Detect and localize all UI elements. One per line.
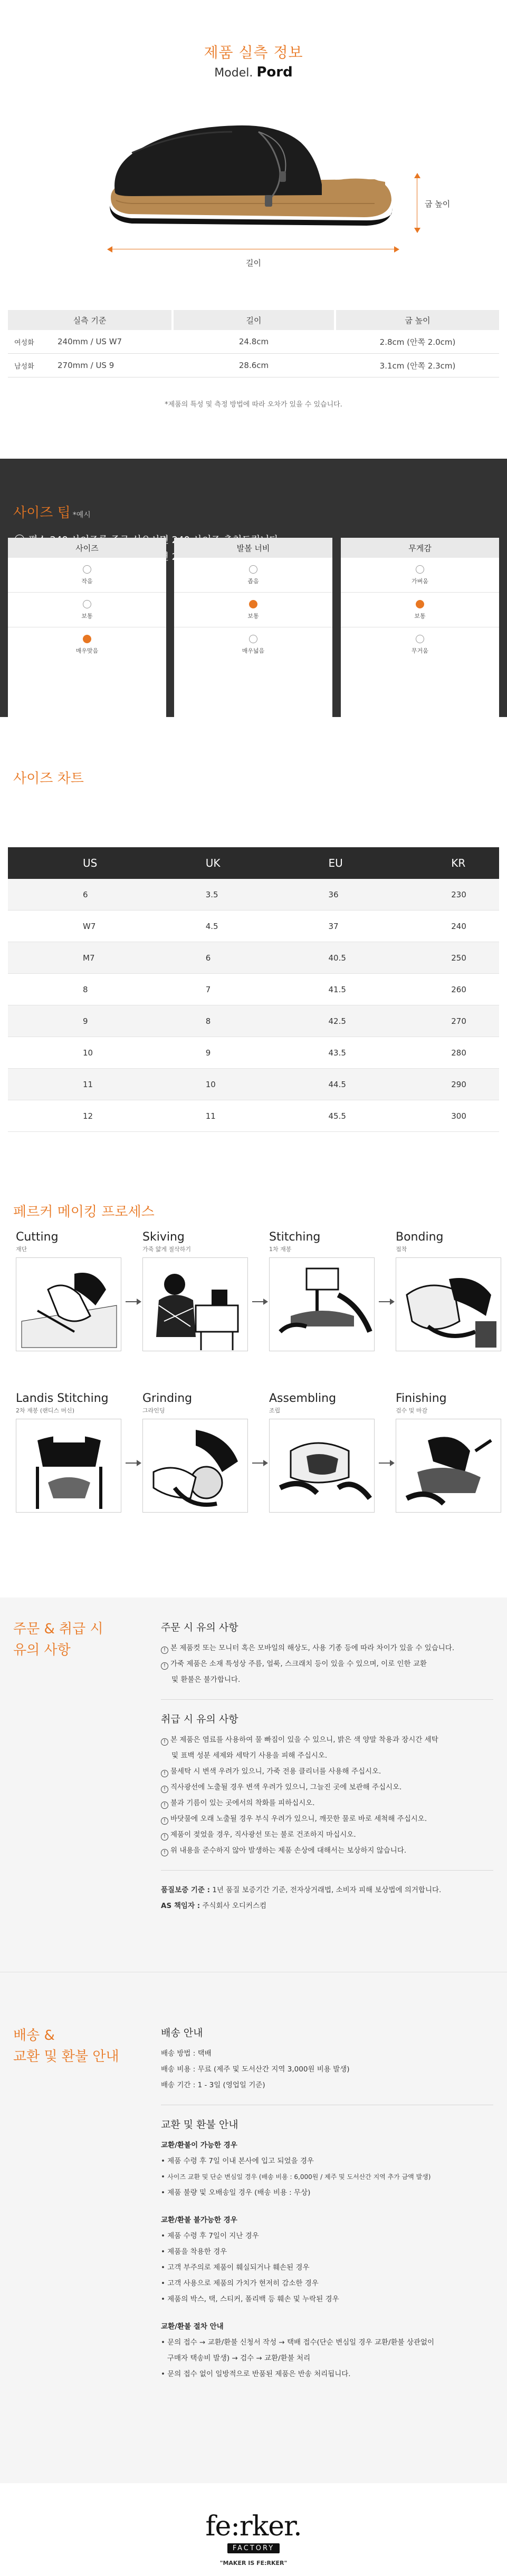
heel-dimension-label: 굽 높이 bbox=[425, 199, 451, 209]
arrow-right-icon bbox=[126, 1301, 140, 1302]
process-step-finishing bbox=[396, 1392, 501, 1513]
cell-kr: 260 bbox=[451, 984, 466, 994]
caution-side-title-line: 유의 사항 bbox=[13, 1642, 71, 1658]
handle-caution-line bbox=[161, 1811, 493, 1827]
step-name: Cutting bbox=[16, 1231, 59, 1244]
handle-caution-text: 바닷물에 오래 노출될 경우 부식 우려가 있으니, 깨끗한 물로 바로 세척해 주십시오. bbox=[170, 1815, 427, 1823]
handle-caution-text: 본 제품은 염료를 사용하여 물 빠짐이 있을 수 있으니, 밝은 색 양말 착용과 장시간 세탁 bbox=[170, 1736, 438, 1744]
brand-logo bbox=[0, 2511, 507, 2567]
table-row bbox=[8, 1037, 499, 1069]
shipping-side-title-line: 배송 & bbox=[13, 2028, 55, 2044]
cell-us: 9 bbox=[83, 1016, 88, 1026]
cell-eu: 36 bbox=[328, 889, 339, 899]
cell-kr: 300 bbox=[451, 1111, 466, 1121]
arrow-right-icon bbox=[379, 1463, 394, 1464]
size-chart-table bbox=[8, 847, 499, 1132]
arrow-right-icon bbox=[379, 1301, 394, 1302]
size-chart-header bbox=[8, 847, 499, 879]
cell-us: 8 bbox=[83, 984, 88, 994]
measurement-table-header bbox=[8, 310, 499, 330]
cell-us: W7 bbox=[83, 921, 96, 931]
step-name: Landis Stitching bbox=[16, 1392, 109, 1405]
handle-caution-text: 물세탁 시 변색 우려가 있으니, 가죽 전용 클리너를 사용해 주십시오. bbox=[170, 1767, 381, 1776]
row-length: 24.8cm bbox=[238, 337, 269, 346]
brand-name: fe:rker. bbox=[205, 2511, 302, 2542]
cell-kr: 280 bbox=[451, 1048, 466, 1058]
table-row bbox=[8, 911, 499, 942]
radio-off-icon bbox=[249, 635, 257, 643]
radio-off-icon bbox=[83, 565, 91, 574]
caution-side-title-line: 주문 & 취급 시 bbox=[13, 1621, 103, 1637]
header-kr: KR bbox=[451, 857, 466, 869]
option-label: 좁음 bbox=[247, 577, 259, 585]
row-basis: 240mm / US W7 bbox=[58, 337, 122, 346]
handle-caution-text: 불과 기름이 있는 곳에서의 착화를 피하십시오. bbox=[170, 1799, 315, 1807]
weight-fit-box bbox=[341, 538, 499, 717]
process-step-assembling bbox=[269, 1392, 375, 1513]
process-step-landis-stitching bbox=[16, 1392, 121, 1513]
shipping-section bbox=[0, 1972, 507, 2483]
size-fit-header: 사이즈 bbox=[8, 538, 166, 558]
shoe-image bbox=[100, 95, 396, 232]
process-step-bonding bbox=[396, 1231, 501, 1351]
refund-title: 교환 및 환불 안내 bbox=[161, 2119, 238, 2130]
handle-caution-text: 직사광선에 노출될 경우 변색 우려가 있으니, 그늘진 곳에 보관해 주십시오. bbox=[170, 1783, 402, 1791]
row-gender: 여성화 bbox=[14, 338, 34, 347]
cell-uk: 4.5 bbox=[205, 921, 218, 931]
caution-section bbox=[0, 1597, 507, 1972]
refund-impossible-text: 제품의 박스, 택, 스티커, 폴리백 등 훼손 및 누락된 경우 bbox=[167, 2295, 339, 2303]
order-caution-line bbox=[161, 1640, 493, 1656]
refund-impossible-text: 제품을 착용한 경우 bbox=[167, 2248, 227, 2256]
refund-procedure-line: • 문의 접수 → 교환/환불 신청서 작성 → 택배 접수(단순 변심일 경우 교환/환불 상관없이 bbox=[161, 2338, 435, 2347]
cell-uk: 8 bbox=[205, 1016, 211, 1026]
refund-impossible-line: • 제품의 박스, 택, 스티커, 폴리백 등 훼손 및 누락된 경우 bbox=[161, 2295, 339, 2303]
size-fit-option bbox=[8, 593, 166, 627]
handle-caution-line bbox=[161, 1764, 493, 1779]
skiving-photo bbox=[142, 1257, 248, 1351]
cell-us: 10 bbox=[83, 1048, 93, 1058]
refund-impossible-text: 고객 사용으로 제품의 가치가 현저히 감소한 경우 bbox=[167, 2279, 319, 2288]
header-eu: EU bbox=[328, 857, 343, 869]
step-korean: 조립 bbox=[269, 1407, 281, 1414]
cell-uk: 3.5 bbox=[205, 889, 218, 899]
row-heel: 3.1cm (안쪽 2.3cm) bbox=[379, 361, 456, 371]
refund-possible-line: • 제품 불량 및 오배송일 경우 (배송 비용 : 무상) bbox=[161, 2188, 311, 2197]
refund-procedure-text: 문의 접수 없이 일방적으로 반품된 제품은 반송 처리됩니다. bbox=[167, 2370, 351, 2378]
header-us: US bbox=[83, 857, 98, 869]
refund-impossible-text: 고객 부주의로 제품이 훼실되거나 훼손된 경우 bbox=[167, 2263, 310, 2272]
header-length: 길이 bbox=[174, 310, 334, 330]
warranty-line bbox=[161, 1882, 493, 1898]
info-icon: ! bbox=[161, 1770, 168, 1777]
cell-uk: 7 bbox=[205, 984, 211, 994]
cell-us: 6 bbox=[83, 889, 88, 899]
step-korean: 접착 bbox=[396, 1246, 407, 1253]
size-fit-box bbox=[8, 538, 166, 717]
stitching-photo bbox=[269, 1257, 375, 1351]
step-korean: 그라인딩 bbox=[142, 1407, 165, 1414]
option-label: 무거움 bbox=[412, 647, 428, 654]
table-row bbox=[8, 974, 499, 1005]
info-icon: ! bbox=[161, 1833, 168, 1841]
process-step-stitching bbox=[269, 1231, 375, 1351]
step-korean: 1차 재봉 bbox=[269, 1246, 292, 1253]
weight-fit-option bbox=[341, 593, 499, 627]
info-icon: ! bbox=[161, 1786, 168, 1793]
refund-possible-line: • 제품 수령 후 7일 이내 본사에 입고 되었을 경우 bbox=[161, 2157, 314, 2165]
refund-procedure-title: 교환/환불 절차 안내 bbox=[161, 2322, 224, 2331]
info-icon: ! bbox=[161, 1738, 168, 1746]
process-step-skiving bbox=[142, 1231, 248, 1351]
handle-caution-text: 위 내용을 준수하지 않아 발생하는 제품 손상에 대해서는 보상하지 않습니다. bbox=[170, 1846, 407, 1855]
order-caution-text: 본 제품컷 또는 모니터 혹은 모바일의 해상도, 사용 기종 등에 따라 차이가 있을 수 있습니다. bbox=[170, 1644, 455, 1652]
handle-caution-line bbox=[161, 1827, 493, 1843]
cell-uk: 10 bbox=[205, 1079, 216, 1089]
refund-impossible-line: • 제품 수령 후 7일이 지난 경우 bbox=[161, 2232, 259, 2240]
weight-fit-option bbox=[341, 558, 499, 593]
step-name: Finishing bbox=[396, 1392, 447, 1405]
width-fit-option bbox=[174, 627, 332, 662]
assembling-photo bbox=[269, 1419, 375, 1513]
weight-fit-option bbox=[341, 627, 499, 662]
table-row bbox=[8, 942, 499, 974]
cell-eu: 44.5 bbox=[328, 1079, 346, 1089]
process-step-cutting bbox=[16, 1231, 121, 1351]
size-tip-title-text: 사이즈 팁 bbox=[13, 505, 71, 521]
grinding-photo bbox=[142, 1419, 248, 1513]
size-fit-option bbox=[8, 627, 166, 662]
brand-factory: FACTORY bbox=[227, 2543, 280, 2553]
cell-eu: 42.5 bbox=[328, 1016, 346, 1026]
cell-us: 11 bbox=[83, 1079, 93, 1089]
cell-kr: 290 bbox=[451, 1079, 466, 1089]
size-chart-title: 사이즈 차트 bbox=[13, 771, 84, 787]
cutting-photo bbox=[16, 1257, 121, 1351]
handle-caution-line bbox=[161, 1843, 493, 1858]
measurement-table bbox=[8, 310, 499, 377]
refund-procedure-line: 구매자 택송비 발생) → 검수 → 교환/환불 처리 bbox=[167, 2354, 311, 2362]
info-icon: ! bbox=[161, 1802, 168, 1809]
order-caution-line: 및 환불은 불가합니다. bbox=[171, 1676, 241, 1684]
width-fit-header: 발볼 너비 bbox=[174, 538, 332, 558]
step-name: Stitching bbox=[269, 1231, 321, 1244]
as-label: AS 책임자 : bbox=[161, 1902, 200, 1910]
option-label: 매우넓음 bbox=[242, 647, 265, 654]
as-text: 주식회사 오디커스컴 bbox=[202, 1902, 267, 1910]
finishing-photo bbox=[396, 1419, 501, 1513]
measurement-title: 제품 실측 정보 bbox=[204, 44, 303, 61]
option-label: 보통 bbox=[81, 612, 93, 619]
width-fit-option bbox=[174, 593, 332, 627]
table-row bbox=[8, 354, 499, 377]
size-tip-title bbox=[13, 502, 91, 521]
cell-uk: 6 bbox=[205, 953, 211, 963]
cell-us: 12 bbox=[83, 1111, 93, 1121]
step-name: Skiving bbox=[142, 1231, 185, 1244]
radio-on-icon bbox=[416, 600, 424, 608]
step-korean: 재단 bbox=[16, 1246, 27, 1253]
refund-procedure-text: 문의 접수 → 교환/환불 신청서 작성 → 택배 접수(단순 변심일 경우 교환/환불 상관없이 bbox=[167, 2338, 435, 2347]
warranty-text: 1년 품질 보증기간 기준, 전자상거래법, 소비자 피해 보상법에 의거합니다. bbox=[212, 1886, 442, 1894]
radio-on-icon bbox=[83, 635, 91, 643]
arrow-right-icon bbox=[252, 1463, 267, 1464]
cell-eu: 40.5 bbox=[328, 953, 346, 963]
cell-eu: 45.5 bbox=[328, 1111, 346, 1121]
refund-impossible-text: 제품 수령 후 7일이 지난 경우 bbox=[167, 2232, 259, 2240]
cell-eu: 43.5 bbox=[328, 1048, 346, 1058]
table-row bbox=[8, 879, 499, 911]
info-icon: ! bbox=[161, 1662, 168, 1670]
model-prefix: Model. bbox=[214, 66, 253, 80]
shipping-side-title bbox=[13, 2025, 119, 2067]
width-fit-option bbox=[174, 558, 332, 593]
weight-fit-header: 무게감 bbox=[341, 538, 499, 558]
refund-possible-text: 제품 수령 후 7일 이내 본사에 입고 되었을 경우 bbox=[167, 2157, 314, 2165]
order-caution-text: 가죽 제품은 소재 특성상 주름, 얼룩, 스크래치 등이 있을 수 있으며, 이로 인한 교환 bbox=[170, 1660, 427, 1668]
option-label: 매우맞음 bbox=[75, 647, 99, 654]
handle-caution-title: 취급 시 유의 사항 bbox=[161, 1713, 238, 1725]
shipping-body bbox=[161, 2025, 493, 2382]
as-line bbox=[161, 1898, 493, 1914]
width-fit-box bbox=[174, 538, 332, 717]
refund-procedure-line: • 문의 접수 없이 일방적으로 반품된 제품은 반송 처리됩니다. bbox=[161, 2370, 351, 2378]
cell-eu: 37 bbox=[328, 921, 339, 931]
header-basis: 실측 기준 bbox=[8, 310, 171, 330]
cell-kr: 230 bbox=[451, 889, 466, 899]
refund-impossible-line: • 제품을 착용한 경우 bbox=[161, 2248, 227, 2256]
process-step-grinding bbox=[142, 1392, 248, 1513]
row-gender: 남성화 bbox=[14, 362, 34, 371]
handle-caution-line bbox=[161, 1732, 493, 1748]
table-row bbox=[8, 330, 499, 354]
brand-tagline: "MAKER IS FE:RKER" bbox=[219, 2560, 288, 2567]
model-line bbox=[0, 64, 507, 80]
arrow-right-icon bbox=[126, 1463, 140, 1464]
header-heel: 굽 높이 bbox=[336, 310, 499, 330]
arrow-right-icon bbox=[252, 1301, 267, 1302]
cell-eu: 41.5 bbox=[328, 984, 346, 994]
step-korean: 검수 및 마감 bbox=[396, 1407, 428, 1414]
radio-off-icon bbox=[249, 565, 257, 574]
refund-possible-title: 교환/환불이 가능한 경우 bbox=[161, 2141, 237, 2149]
option-label: 보통 bbox=[247, 612, 259, 619]
step-name: Assembling bbox=[269, 1392, 337, 1405]
step-name: Grinding bbox=[142, 1392, 193, 1405]
size-chart-body bbox=[8, 879, 499, 1132]
process-title: 페르커 메이킹 프로세스 bbox=[13, 1204, 155, 1220]
measurement-section bbox=[0, 0, 507, 459]
order-caution-line bbox=[161, 1656, 493, 1672]
header-uk: UK bbox=[205, 857, 221, 869]
refund-impossible-title: 교환/환불 불가능한 경우 bbox=[161, 2216, 237, 2224]
measurement-note: *제품의 특성 및 측정 방법에 따라 오차가 있을 수 있습니다. bbox=[165, 401, 342, 409]
warranty-label: 품질보증 기준 : bbox=[161, 1886, 211, 1894]
radio-off-icon bbox=[83, 600, 91, 608]
table-row bbox=[8, 1005, 499, 1037]
row-heel: 2.8cm (안쪽 2.0cm) bbox=[379, 337, 456, 347]
refund-possible-text: 제품 불량 및 오배송일 경우 (배송 비용 : 무상) bbox=[167, 2188, 311, 2197]
step-name: Bonding bbox=[396, 1231, 444, 1244]
cell-kr: 250 bbox=[451, 953, 466, 963]
option-label: 보통 bbox=[414, 612, 426, 619]
table-row bbox=[8, 1100, 499, 1132]
shipping-title: 배송 안내 bbox=[161, 2027, 203, 2039]
landis-stitching-photo bbox=[16, 1419, 121, 1513]
length-dimension-label: 길이 bbox=[246, 258, 261, 268]
info-icon: ! bbox=[161, 1849, 168, 1856]
radio-off-icon bbox=[416, 565, 424, 574]
info-icon: ! bbox=[161, 1817, 168, 1825]
cell-uk: 11 bbox=[205, 1111, 216, 1121]
table-row bbox=[8, 1069, 499, 1100]
model-name: Pord bbox=[256, 64, 293, 80]
step-korean: 가죽 얇게 절삭하기 bbox=[142, 1246, 192, 1253]
refund-impossible-line: • 고객 사용으로 제품의 가치가 현저히 감소한 경우 bbox=[161, 2279, 319, 2288]
divider bbox=[161, 1699, 493, 1700]
divider bbox=[161, 1870, 493, 1871]
cell-kr: 270 bbox=[451, 1016, 466, 1026]
row-length: 28.6cm bbox=[238, 361, 269, 370]
caution-side-title bbox=[13, 1619, 103, 1661]
step-korean: 2차 재봉 (랜디스 머신) bbox=[16, 1407, 75, 1414]
cell-uk: 9 bbox=[205, 1048, 211, 1058]
radio-on-icon bbox=[249, 600, 257, 608]
handle-caution-line bbox=[161, 1795, 493, 1811]
bonding-photo bbox=[396, 1257, 501, 1351]
order-caution-title: 주문 시 유의 사항 bbox=[161, 1622, 238, 1633]
row-basis: 270mm / US 9 bbox=[58, 361, 114, 370]
refund-impossible-line: • 고객 부주의로 제품이 훼실되거나 훼손된 경우 bbox=[161, 2263, 310, 2272]
refund-possible-line: • 사이즈 교환 및 단순 변심일 경우 (배송 비용 : 6,000원 / 제주 및 도서산간 지역 추가 금액 발생) bbox=[161, 2173, 431, 2181]
handle-caution-text: 제품이 젖었을 경우, 직사광선 또는 불로 건조하지 마십시오. bbox=[170, 1831, 356, 1839]
cell-us: M7 bbox=[83, 953, 95, 963]
option-label: 작음 bbox=[81, 577, 93, 585]
radio-off-icon bbox=[416, 635, 424, 643]
shipping-line: 배송 방법 : 택배 bbox=[161, 2049, 212, 2058]
shipping-side-title-line: 교환 및 환불 안내 bbox=[13, 2049, 119, 2065]
size-tip-example: *예시 bbox=[72, 511, 91, 519]
shipping-line: 배송 기간 : 1 - 3일 (영업일 기준) bbox=[161, 2081, 265, 2089]
cell-kr: 240 bbox=[451, 921, 466, 931]
handle-caution-line bbox=[161, 1779, 493, 1795]
option-label: 가벼움 bbox=[412, 577, 428, 585]
refund-possible-text: 사이즈 교환 및 단순 변심일 경우 (배송 비용 : 6,000원 / 제주 및 도서산간 지역 추가 금액 발생) bbox=[167, 2173, 431, 2181]
shipping-line: 배송 비용 : 무료 (제주 및 도서산간 지역 3,000원 비용 발생) bbox=[161, 2065, 350, 2074]
info-icon: ! bbox=[161, 1647, 168, 1654]
caution-body bbox=[161, 1620, 493, 1914]
handle-caution-line: 및 표백 성분 세제와 세탁기 사용을 피해 주십시오. bbox=[171, 1751, 328, 1760]
size-fit-option bbox=[8, 558, 166, 593]
